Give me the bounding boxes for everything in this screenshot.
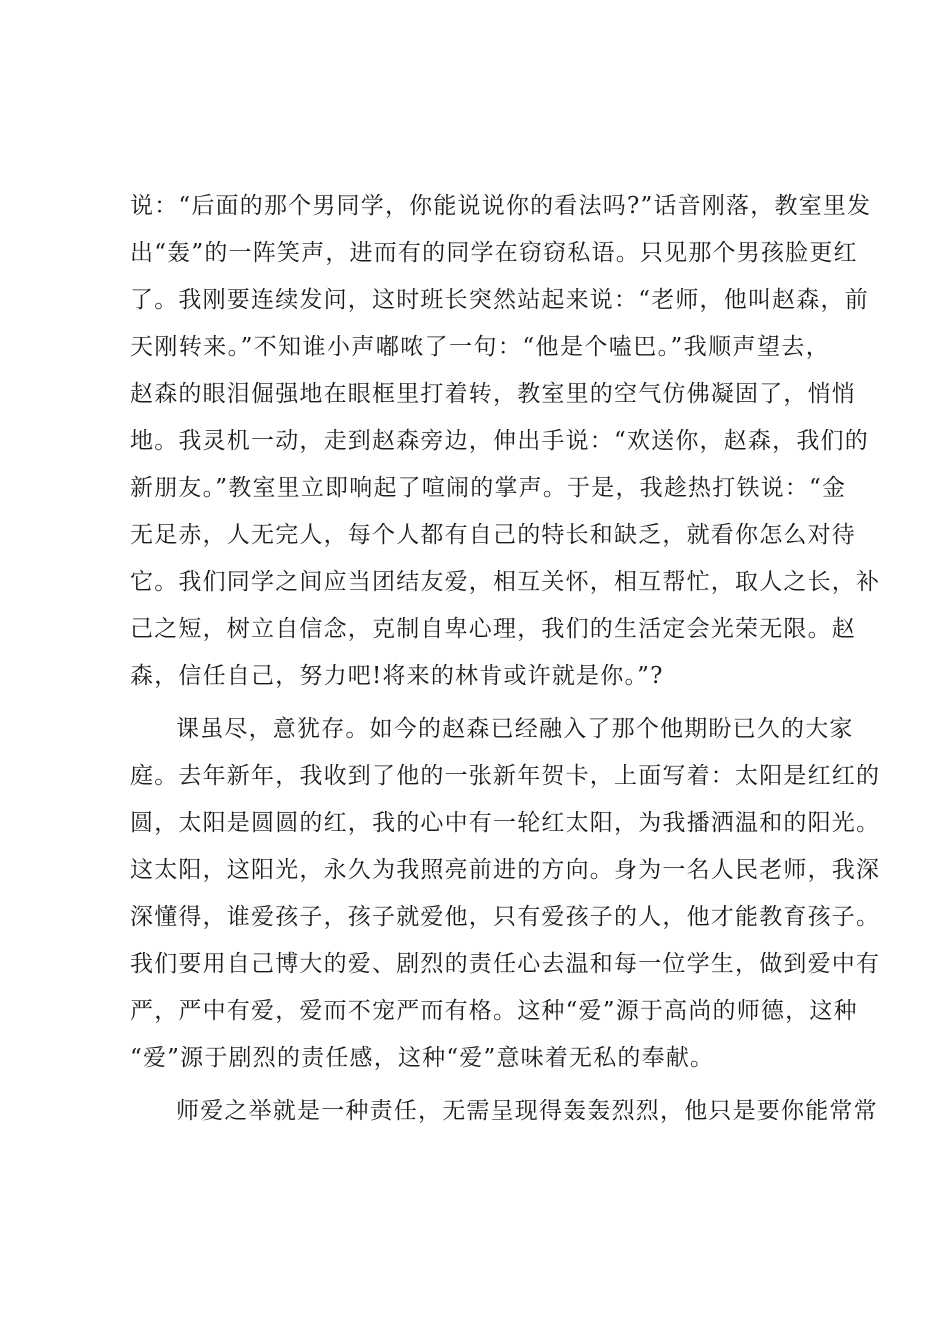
text-line: 出“轰”的一阵笑声，进而有的同学在窃窃私语。只见那个男孩脸更红 (130, 240, 858, 266)
paragraph (130, 183, 881, 700)
text-line: 庭。去年新年，我收到了他的一张新年贺卡，上面写着：太阳是红红的 (130, 763, 881, 789)
text-line: 课虽尽，意犹存。如今的赵森已经融入了那个他期盼已久的大家 (176, 716, 854, 742)
text-line: 己之短，树立自信念，克制自卑心理，我们的生活定会光荣无限。赵 (130, 616, 856, 642)
text-line: 师爱之举就是一种责任，无需呈现得轰轰烈烈，他只是要你能常常 (176, 1098, 878, 1124)
text-line: 森，信任自己，努力吧!将来的林肯或许就是你。”? (130, 663, 664, 689)
document-body (130, 183, 881, 1135)
paragraph (130, 1088, 878, 1135)
text-line: 天刚转来。”不知谁小声嘟哝了一句：“他是个嗑巴。”我顺声望去， (130, 334, 830, 360)
paragraph (130, 706, 881, 1082)
text-line: 圆，太阳是圆圆的红，我的心中有一轮红太阳，为我播洒温和的阳光。 (130, 810, 881, 836)
text-line: 它。我们同学之间应当团结友爱，相互关怀，相互帮忙，取人之长，补 (130, 569, 881, 595)
text-line: 深懂得，谁爱孩子，孩子就爱他，只有爱孩子的人，他才能教育孩子。 (130, 904, 881, 930)
text-line: “爱”源于剧烈的责任感，这种“爱”意味着无私的奉献。 (130, 1045, 715, 1071)
text-line: 了。我刚要连续发问，这时班长突然站起来说：“老师，他叫赵森，前 (130, 287, 869, 313)
text-line: 说：“后面的那个男同学，你能说说你的看法吗?”话音刚落，教室里发 (130, 193, 872, 219)
text-line: 新朋友。”教室里立即响起了喧闹的掌声。于是，我趁热打铁说：“金 (130, 475, 847, 501)
text-line: 我们要用自己博大的爱、剧烈的责任心去温和每一位学生，做到爱中有 (130, 951, 881, 977)
text-line: 地。我灵机一动，走到赵森旁边，伸出手说：“欢送你，赵森，我们的 (130, 428, 869, 454)
text-line: 无足赤，人无完人，每个人都有自己的特长和缺乏，就看你怎么对待 (130, 522, 856, 548)
text-line: 赵森的眼泪倔强地在眼框里打着转，教室里的空气仿佛凝固了，悄悄 (130, 381, 856, 407)
text-line: 严，严中有爱，爱而不宠严而有格。这种“爱”源于高尚的师德，这种 (130, 998, 858, 1024)
text-line: 这太阳，这阳光，永久为我照亮前进的方向。身为一名人民老师，我深 (130, 857, 881, 883)
